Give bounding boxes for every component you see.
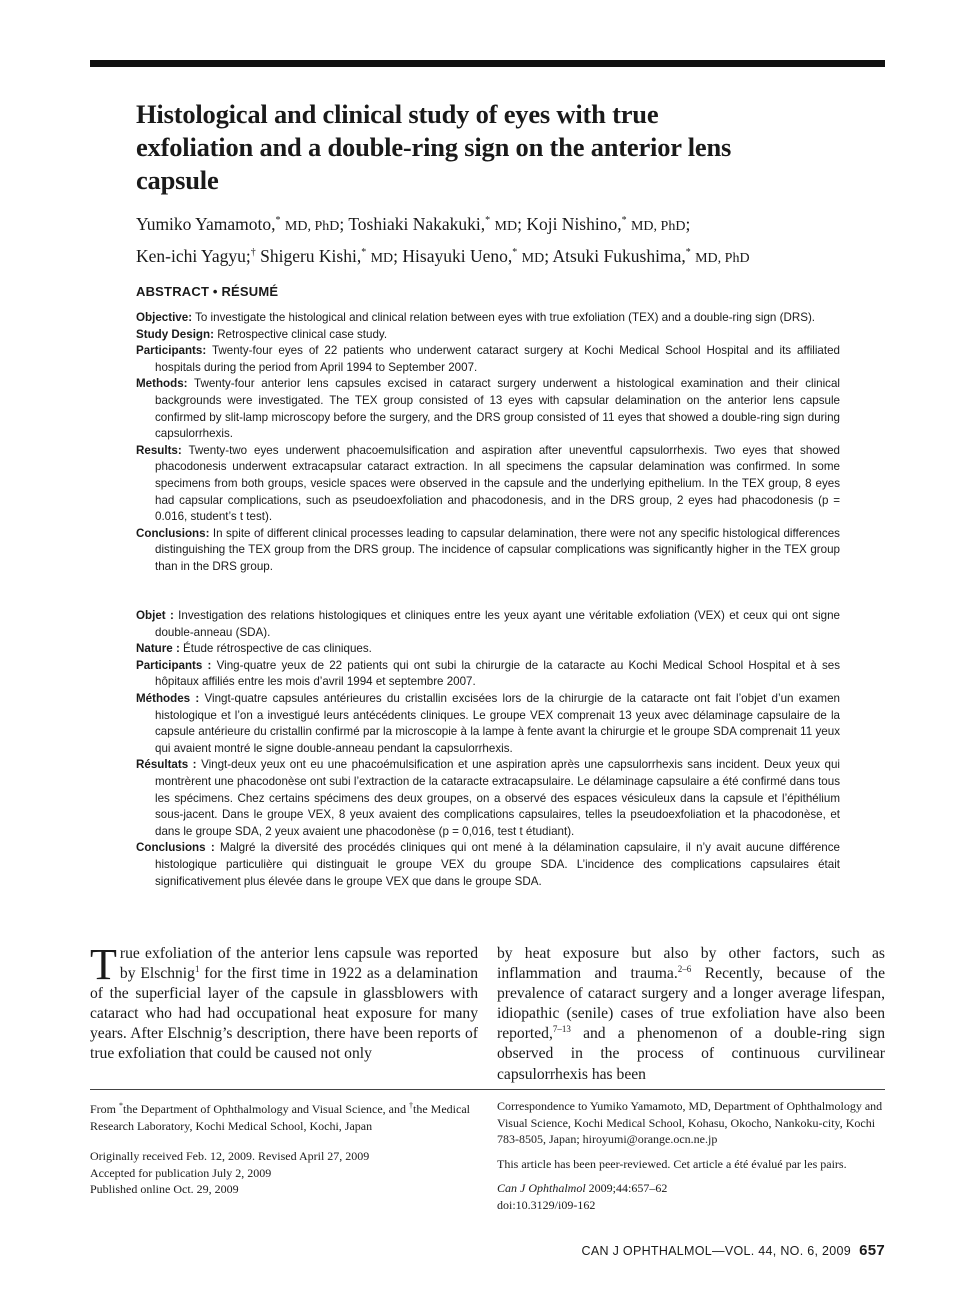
- abstract-text: Ving-quatre yeux de 22 patients qui ont subi la chirurgie de la cataracte au Kochi Medical School Hospital et à ses hôpitaux affiliés entre les mois d’avril 1994 et septembre 2007.: [155, 658, 840, 689]
- body-text: Recently, because of the prevalence of cataract surgery and a longer average lifespan, idiopathic (senile) cases of true exfoliation have also been reported,: [497, 965, 885, 1043]
- citation-ref: 2–6: [677, 963, 692, 974]
- abstract-label: Conclusions:: [136, 526, 210, 540]
- abstract-text: Investigation des relations histologiques et cliniques entre les yeux ayant une véritable exfoliation (VEX) et ceux qui ont signe double-anneau (SDA).: [155, 609, 841, 639]
- body-text: and a phenomenon of a double-ring sign observed in the process of continuous curvilinear capsulorrhexis has been: [497, 1025, 885, 1083]
- abstract-label: Participants:: [136, 344, 207, 358]
- abstract-label: Objet :: [136, 609, 174, 622]
- abstract-text: Retrospective clinical case study.: [217, 327, 388, 341]
- abstract-section: [136, 443, 840, 526]
- abstract-text: Malgré la diversité des procédés cliniques qui ont mené à la délamination capsulaire, il n’y avait aucune différence histologique particulière qui distinguait le groupe VEX du groupe SDA. L’incidence des complications capsulaires était significativement plus élevée dans le groupe VEX que dans le groupe SDA.: [155, 841, 840, 888]
- author: Shigeru Kishi,* MD;: [260, 245, 399, 266]
- author: Ken-ichi Yagyu;†: [136, 245, 256, 266]
- abstract-label: Résultats :: [136, 758, 197, 772]
- body-column-right: [497, 944, 885, 1085]
- received-date: Originally received Feb. 12, 2009. Revised April 27, 2009: [90, 1149, 370, 1163]
- accepted-date: Accepted for publication July 2, 2009: [90, 1165, 272, 1180]
- body-text: by heat exposure but also by other factors, such as inflammation and trauma.: [497, 945, 885, 983]
- journal-footer: [560, 1242, 885, 1259]
- footnote-rule: [90, 1089, 885, 1090]
- abstract-label: Conclusions :: [136, 841, 215, 855]
- author: Hisayuki Ueno,* MD;: [402, 245, 550, 266]
- abstract-label: Méthodes :: [136, 691, 200, 705]
- published-date: Published online Oct. 29, 2009: [90, 1182, 239, 1196]
- abstract-section: [136, 526, 840, 576]
- abstract-label: Methods:: [136, 377, 188, 391]
- peer-review-note: This article has been peer-reviewed. Cet article a été évalué par les pairs.: [497, 1156, 847, 1171]
- affiliation: From *the Department of Ophthalmology and Visual Science, and †the Medical Research Laboratory, Kochi Medical School, Kochi, Japan: [90, 1101, 470, 1133]
- header-rule: [90, 60, 885, 67]
- abstract-text: To investigate the histological and clinical relation between eyes with true exfoliation (TEX) and a double-ring sign (DRS).: [195, 311, 816, 324]
- citation: Can J Ophthalmol 2009;44:657–62: [497, 1181, 668, 1195]
- footnotes-left: [90, 1098, 470, 1198]
- abstract-english: [136, 310, 840, 576]
- abstract-heading: ABSTRACT • RÉSUMÉ: [136, 284, 279, 299]
- citation-ref: 1: [194, 963, 200, 974]
- journal-reference: CAN J OPHTHALMOL—VOL. 44, NO. 6, 2009: [581, 1244, 852, 1258]
- abstract-text: Twenty-four anterior lens capsules excised in cataract surgery underwent a histological examination and their clinical backgrounds were investigated. The TEX group consisted of 13 eyes with capsular delamination on the anterior lens capsule confirmed by slit-lamp microscopy before the surgery, and the DRS group consisted of 11 eyes that showed a double-ring sign during capsulorrhexis.: [155, 377, 840, 441]
- abstract-section: [136, 376, 840, 442]
- abstract-text: Twenty-four eyes of 22 patients who underwent cataract surgery at Kochi Medical School Hospital and its affiliated hospitals during the period from April 1994 to September 2007.: [155, 344, 840, 374]
- abstract-section: [136, 608, 840, 641]
- author: Atsuki Fukushima,* MD, PhD: [552, 245, 750, 266]
- abstract-section: [136, 327, 840, 344]
- author: Toshiaki Nakakuki,* MD;: [348, 213, 522, 234]
- body-column-left: [90, 940, 478, 1065]
- article-title: Histological and clinical study of eyes with true exfoliation and a double-ring sign on the anterior lens capsule: [136, 99, 732, 195]
- abstract-text: Twenty-two eyes underwent phacoemulsification and aspiration after uneventful capsulorrhexis. Two eyes that showed phacodonesis underwent extracapsular cataract extraction. In all specimens the capsular delamination was confirmed. In some specimens from both groups, vesicle spaces were observed in the capsule and the underlying epithelium. In the TEX group, 8 eyes had capsular complications, such as pseudoexfoliation and phacodonesis, and in the DRS group, 2 eyes had phacodonesis (p = 0.016, student’s t test).: [155, 443, 840, 524]
- abstract-label: Objective:: [136, 311, 193, 324]
- author: Yumiko Yamamoto,* MD, PhD;: [136, 213, 345, 234]
- abstract-label: Results:: [136, 443, 182, 457]
- footnotes-right: [497, 1098, 885, 1213]
- abstract-section: [136, 641, 840, 658]
- body-text: for the first time in 1922 as a delamination of the superficial layer of the capsule in glassblowers with cataract who had had occupational heat exposure for many years. After Elschnig’s description, there have been reports of true exfoliation that could be caused not only: [90, 965, 478, 1063]
- abstract-section: [136, 757, 840, 840]
- dropcap: T: [90, 940, 117, 989]
- abstract-section: [136, 310, 840, 327]
- author: Koji Nishino,* MD, PhD;: [526, 213, 691, 234]
- correspondence: Correspondence to Yumiko Yamamoto, MD, Department of Ophthalmology and Visual Science, Kochi Medical School, Kohasu, Okocho, Nankoku-city, Kochi 783-8505, Japan; hiroyumi@orange.ocn.ne.jp: [497, 1099, 883, 1146]
- abstract-label: Nature :: [136, 642, 180, 656]
- abstract-french: [136, 608, 840, 890]
- abstract-section: [136, 840, 840, 890]
- abstract-section: [136, 658, 840, 691]
- abstract-label: Study Design:: [136, 327, 214, 341]
- abstract-text: Étude rétrospective de cas cliniques.: [183, 642, 372, 656]
- abstract-label: Participants :: [136, 658, 212, 672]
- abstract-text: In spite of different clinical processes leading to capsular delamination, there were not any specific histological differences distinguishing the TEX group from the DRS group. The incidence of capsular complications was significantly higher in the TEX group than in the DRS group.: [155, 526, 840, 573]
- citation-ref: 7–13: [552, 1024, 571, 1035]
- abstract-section: [136, 691, 840, 757]
- abstract-text: Vingt-quatre capsules antérieures du cristallin excisées lors de la chirurgie de la cataracte ont fait l’objet d’un examen histologique et l’on a investigué leurs antécédents cliniques. Le groupe VEX comprenait 13 yeux avec délaminage capsulaire de la capsule antérieure du cristallin confirmé par la microscopie à la lampe à fente avant la chirurgie et le groupe SDA comprenait 11 yeux qui avaient montré le signe double-anneau pendant la capsulorrhexis.: [155, 691, 840, 755]
- body-text: rue exfoliation of the anterior lens capsule was reported by Elschnig: [119, 945, 478, 983]
- doi-link[interactable]: doi:10.3129/i09-162: [497, 1197, 596, 1212]
- author-list: [136, 208, 896, 272]
- abstract-section: [136, 343, 840, 376]
- abstract-text: Vingt-deux yeux ont eu une phacoémulsification et une aspiration après une capsulorrhexis sans incident. Deux yeux qui montrèrent une phacodonèse ont subi l’extraction de la cataracte extracapsulaire. Le délaminage capsulaire a été confirmé dans tous les spécimens. Chez certains spécimens des deux groupes, on a observé des espaces vésiculeux dans la capsule et l’épithélium sous-jacent. Dans le groupe VEX, 8 yeux avaient des complications capsulaires, telles la pseudoexfoliation et la phacodonèse, et dans le groupe SDA, 2 yeux avaient une phacodonèse (p = 0,016, test t étudiant).: [155, 758, 840, 838]
- page-number: 657: [859, 1242, 885, 1259]
